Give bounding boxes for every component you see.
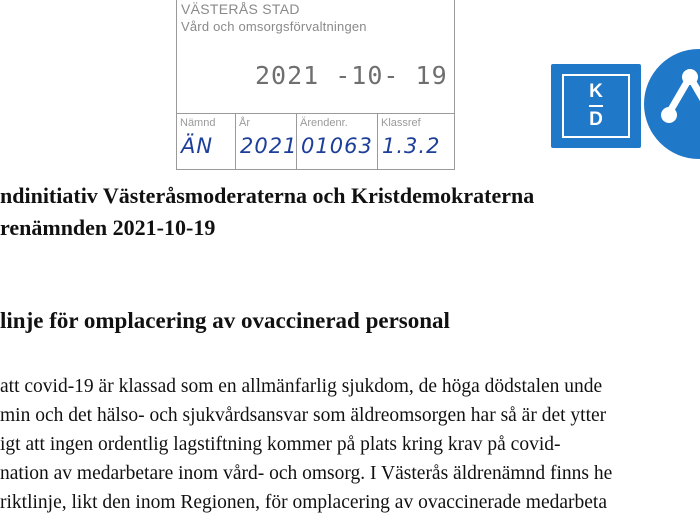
stamp-field-arendenr: [297, 114, 378, 169]
stamp-field-value: 01063: [301, 134, 373, 158]
paragraph-line: min och det hälso- och sjukvårdsansvar som äldreomsorgen har så är det ytter: [0, 405, 607, 426]
stamp-organization: VÄSTERÅS STAD: [181, 1, 300, 17]
paragraph-line: riktlinje, likt den inom Regionen, för omplacering av ovaccinerade medarbeta: [0, 492, 607, 513]
stamp-field-ar: [236, 114, 297, 169]
document-title-line-1: ndinitiativ Västeråsmoderaterna och Kristdemokraterna: [0, 183, 535, 208]
document-title-line-2: renämnden 2021-10-19: [0, 215, 216, 240]
stamp-field-label: År: [239, 117, 250, 129]
stamp-fields: [177, 113, 454, 169]
paragraph-line: igt att ingen ordentlig lagstiftning kommer på plats kring krav på covid-: [0, 434, 561, 455]
stamp-field-value: 1.3.2: [382, 134, 441, 158]
kd-logo-letter-k: K: [589, 81, 603, 102]
moderaterna-logo-icon: [644, 49, 700, 159]
stamp-date: 2021 -10- 19: [255, 61, 448, 90]
stamp-field-value: 2021: [240, 134, 298, 158]
stamp-field-label: Nämnd: [180, 117, 216, 129]
kd-logo-letter-d: D: [589, 109, 603, 130]
stamp-field-label: Ärendenr.: [300, 117, 348, 129]
stamp-field-namnd: [177, 114, 236, 169]
paragraph-line: nation av medarbetare inom vård- och omsorg. I Västerås äldrenämnd finns he: [0, 463, 613, 484]
stamp-field-label: Klassref: [381, 117, 421, 129]
stamp-department: Vård och omsorgsförvaltningen: [181, 19, 367, 34]
registration-stamp: [176, 0, 455, 170]
stamp-field-klassref: [378, 114, 454, 169]
kd-party-logo-icon: [551, 64, 641, 148]
stamp-field-value: ÄN: [181, 134, 214, 158]
section-heading: linje för omplacering av ovaccinerad personal: [0, 308, 450, 333]
paragraph-line: att covid-19 är klassad som en allmänfarlig sjukdom, de höga dödstalen unde: [0, 376, 603, 397]
